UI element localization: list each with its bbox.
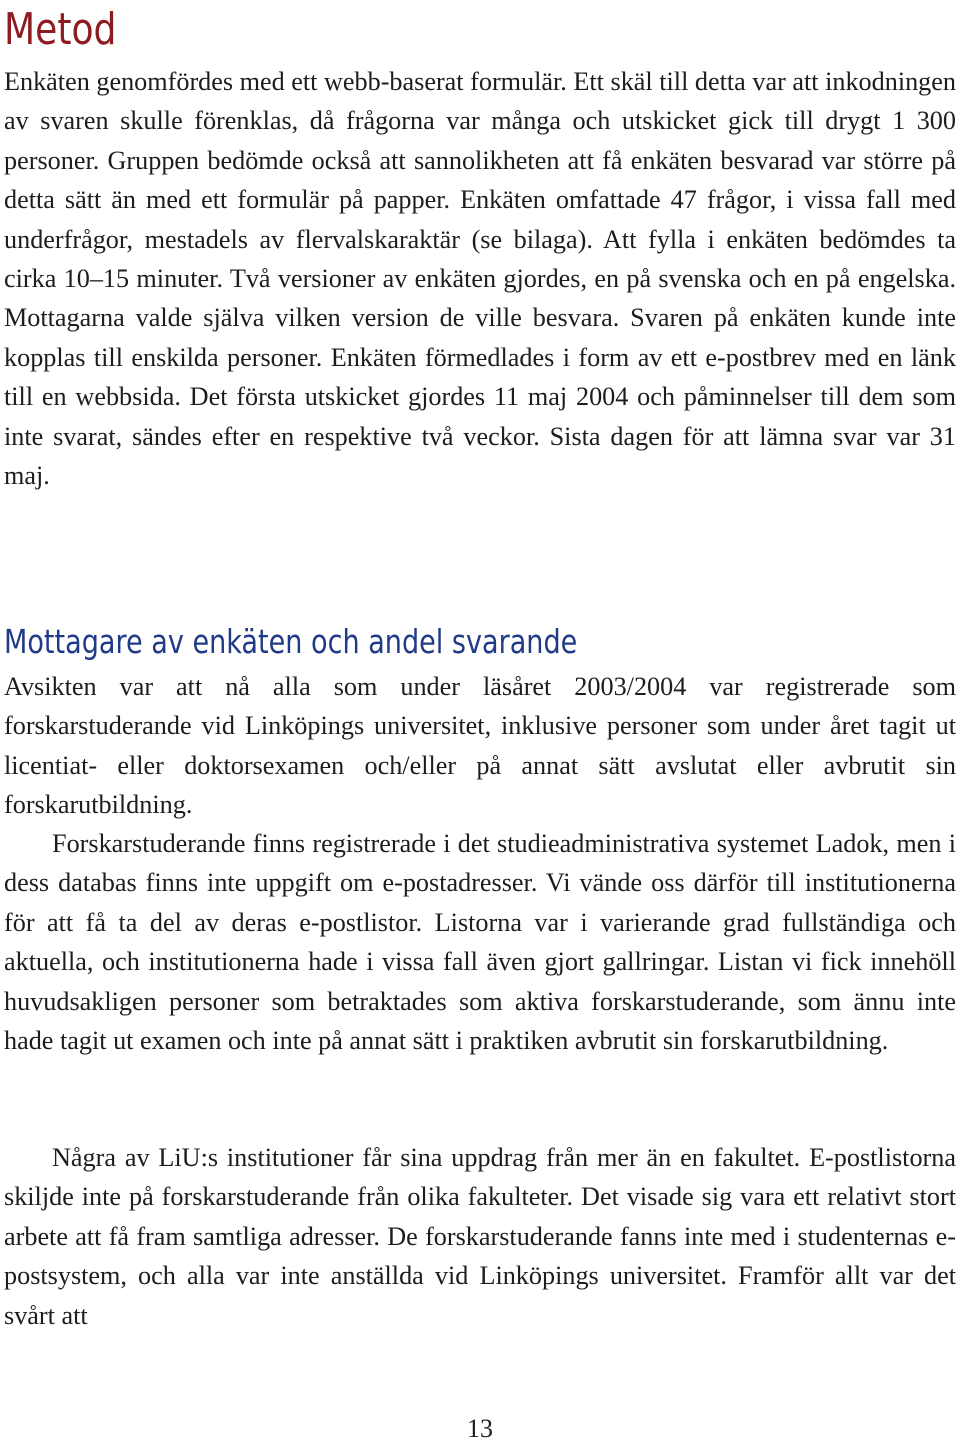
paragraph-avsikten: Avsikten var att nå alla som under läsåret 2003/2004 var registrerade som forskarstuderande vid Linköpings universitet, inklusive personer som under året tagit ut licentiat- eller doktorsexamen och/eller på annat sätt avslutat eller avbrutit sin forskarutbildning. <box>4 672 956 820</box>
page-number: 13 <box>467 1414 493 1443</box>
section-heading-mottagare: Mottagare av enkäten och andel svarande <box>4 622 578 661</box>
paragraph-forskarstuderande: Forskarstuderande finns registrerade i det studieadministrativa systemet Ladok, men i dess databas finns inte uppgift om e-postadresser. Vi vände oss därför till institutionerna för att få ta del av deras e-postlistor. Listorna var i varierande grad fullständiga och aktuella, och institutionerna hade i vissa fall även gjort gallringar. Listan vi fick innehöll huvudsakligen personer som betraktades som aktiva forskarstuderande, som ännu inte hade tagit ut examen och inte på annat sätt i praktiken avbrutit sin forskarutbildning. <box>4 829 956 1056</box>
paragraph-institutioner: Några av LiU:s institutioner får sina uppdrag från mer än en fakultet. E-postlistorna skiljde inte på forskarstuderande från olika fakulteter. Det visade sig vara ett relativt stort arbete att få fram samtliga adresser. De forskarstuderande fanns inte med i studenternas e-postsystem, och alla var inte anställda vid Linköpings universitet. Framför allt var det svårt att <box>4 1143 956 1330</box>
paragraph-metod: Enkäten genomfördes med ett webb-baserat formulär. Ett skäl till detta var att inkodningen av svaren skulle förenklas, då frågorna var många och utskicket gick till drygt 1 300 personer. Gruppen bedömde också att sannolikheten att få enkäten besvarad var större på detta sätt än med ett formulär på papper. Enkäten omfattade 47 frågor, i vissa fall med underfrågor, mestadels av flervalskaraktär (se bilaga). Att fylla i enkäten bedömdes ta cirka 10–15 minuter. Två versioner av enkäten gjordes, en på svenska och en på engelska. Mottagarna valde själva vilken version de ville besvara. Svaren på enkäten kunde inte kopplas till enskilda personer. Enkäten förmedlades i form av ett e-postbrev med en länk till en webbsida. Det första utskicket gjordes 11 maj 2004 och påminnelser till dem som inte svarat, sändes efter en respektive två veckor. Sista dagen för att lämna svar var 31 maj. <box>4 67 956 491</box>
section-heading-metod: Metod <box>4 4 117 55</box>
